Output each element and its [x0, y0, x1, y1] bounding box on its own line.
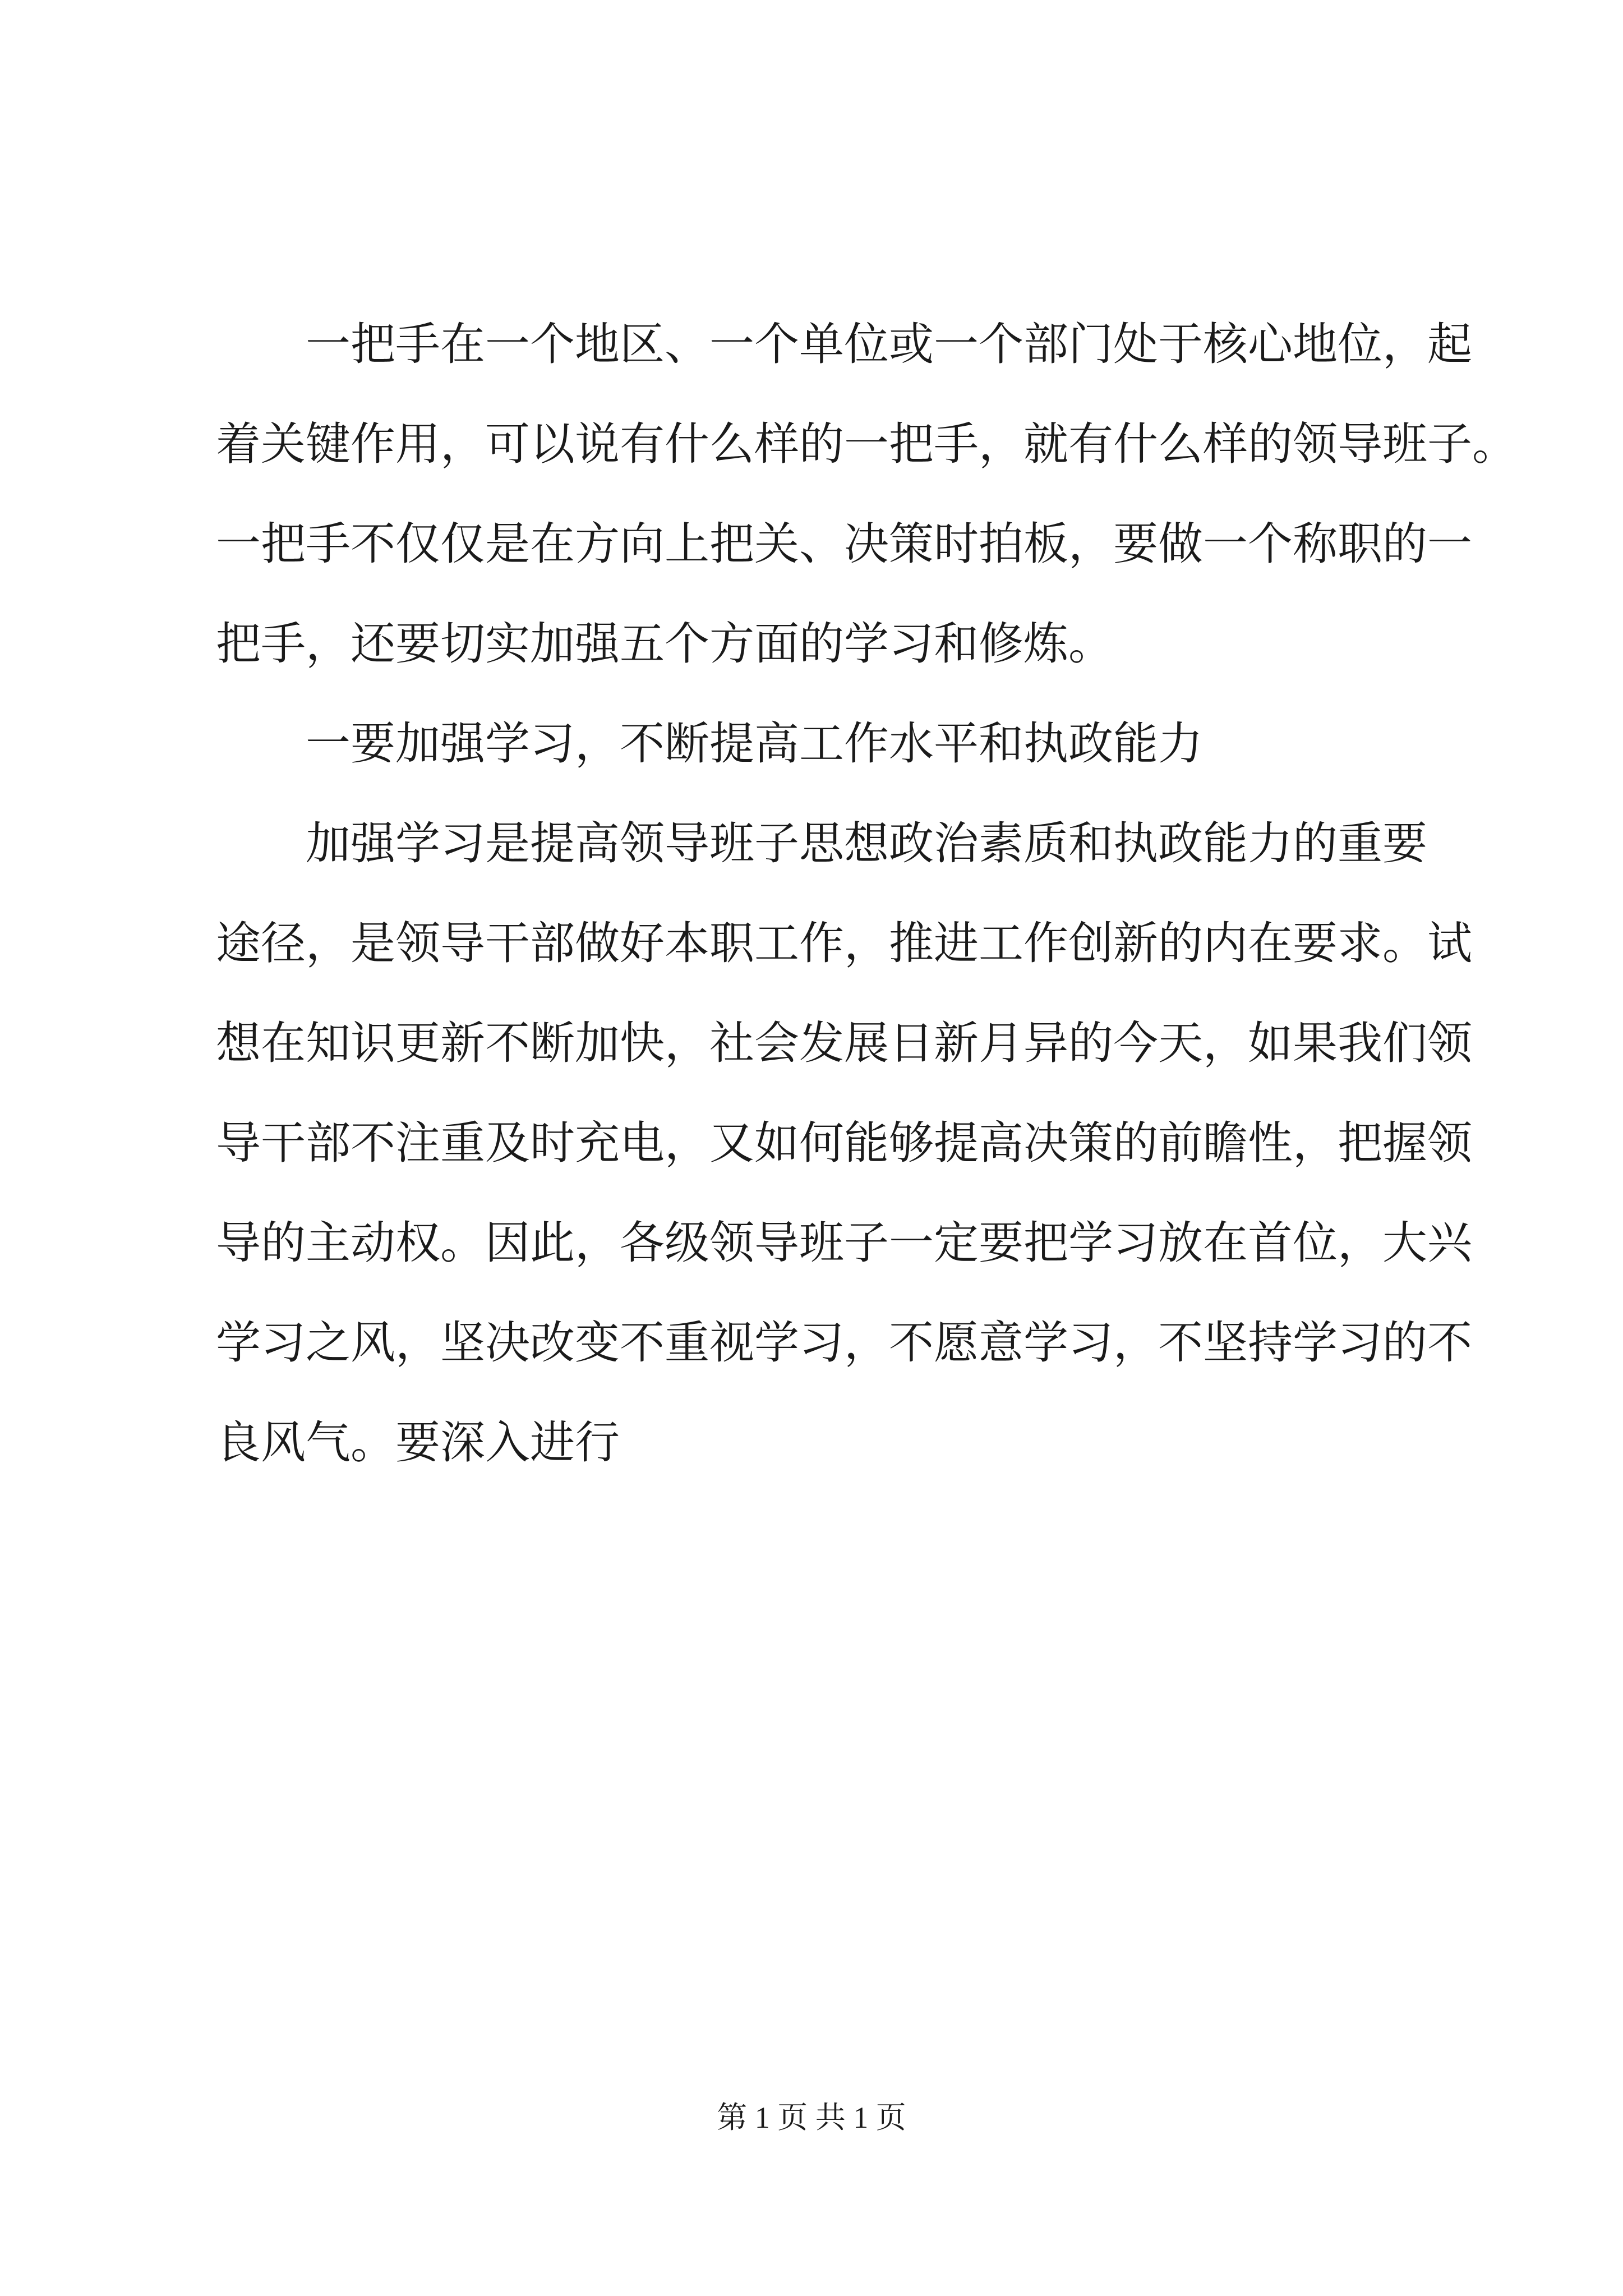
paragraph-study — [216, 794, 1472, 1493]
paragraph-line: 加强学习是提高领导班子思想政治素质和执政能力的重要 — [306, 817, 1427, 869]
paragraph-line: 导干部不注重及时充电，又如何能够提高决策的前瞻性，把握领 — [216, 1117, 1472, 1169]
paragraph-line: 一把手在一个地区、一个单位或一个部门处于核心地位，起 — [306, 318, 1472, 370]
section-heading — [216, 694, 1422, 794]
paragraph-line: 把手，还要切实加强五个方面的学习和修炼。 — [216, 618, 1113, 670]
paragraph-line: 学习之风，坚决改变不重视学习，不愿意学习，不坚持学习的不 — [216, 1317, 1472, 1369]
paragraph-line: 途径，是领导干部做好本职工作，推进工作创新的内在要求。试 — [216, 917, 1472, 969]
paragraph-line: 着关键作用，可以说有什么样的一把手，就有什么样的领导班子。 — [216, 418, 1517, 470]
page-number: 第 1 页 共 1 页 — [717, 2101, 906, 2134]
paragraph-intro — [216, 295, 1517, 694]
page-footer — [0, 2098, 1623, 2137]
heading-text: 一要加强学习，不断提高工作水平和执政能力 — [306, 717, 1203, 770]
paragraph-line: 导的主动权。因此，各级领导班子一定要把学习放在首位，大兴 — [216, 1217, 1472, 1269]
paragraph-line: 良风气。要深入进行 — [216, 1416, 620, 1469]
document-body — [216, 295, 1517, 1493]
paragraph-line: 想在知识更新不断加快，社会发展日新月异的今天，如果我们领 — [216, 1017, 1472, 1069]
paragraph-line: 一把手不仅仅是在方向上把关、决策时拍板，要做一个称职的一 — [216, 518, 1472, 570]
